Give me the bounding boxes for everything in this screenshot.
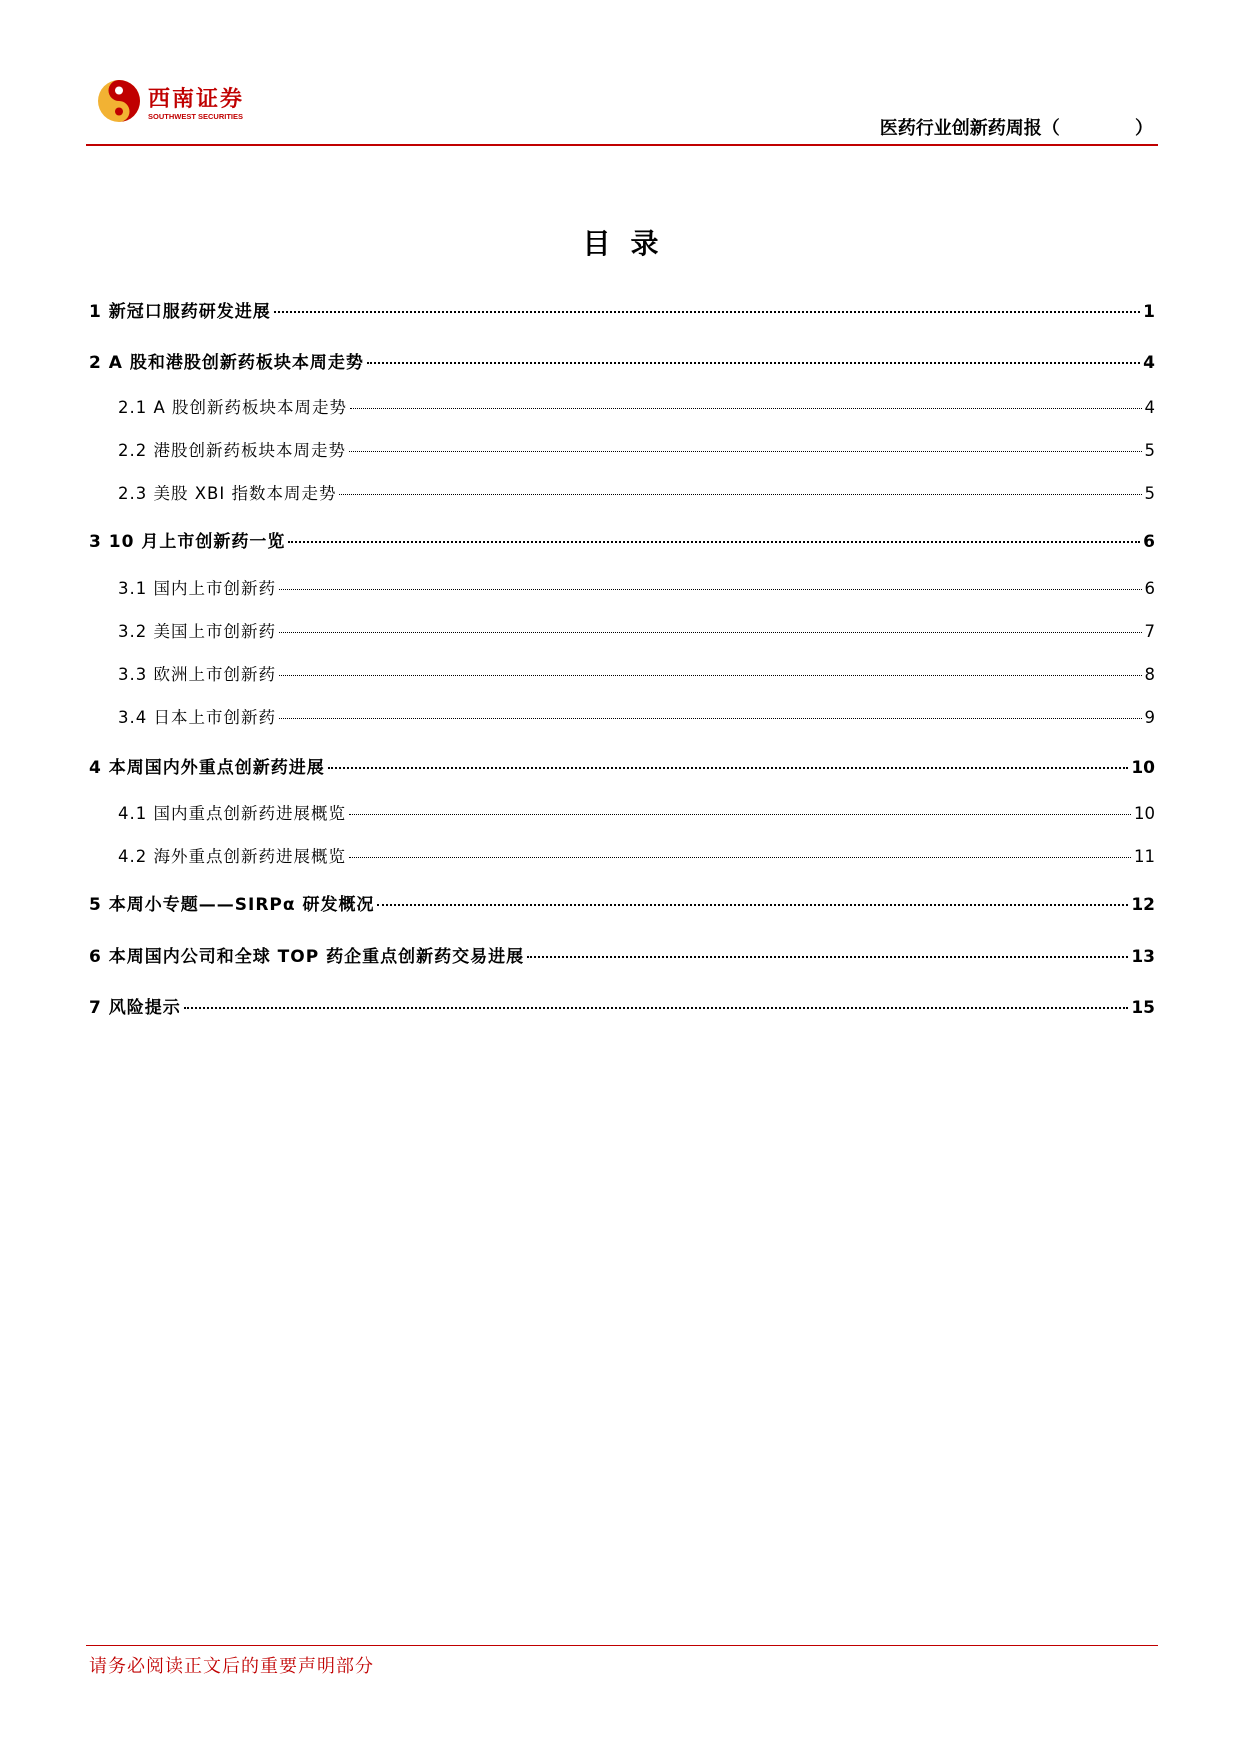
toc-leader-dots <box>349 814 1131 815</box>
toc-leader-dots <box>377 904 1128 906</box>
toc-entry-label[interactable]: 3 10 月上市创新药一览 <box>89 532 286 552</box>
toc-leader-dots <box>349 451 1142 452</box>
toc-entry-label[interactable]: 4 本周国内外重点创新药进展 <box>89 758 325 778</box>
toc-leader-dots <box>288 541 1140 543</box>
header-divider <box>86 144 1158 146</box>
toc-leader-dots <box>339 494 1141 495</box>
toc-entry-page-number[interactable]: 10 <box>1131 758 1155 778</box>
toc-entry-page-number[interactable]: 12 <box>1131 895 1155 915</box>
toc-entry-page-number[interactable]: 4 <box>1144 398 1155 417</box>
toc-leader-dots <box>184 1007 1129 1009</box>
toc-entry-label[interactable]: 3.3 欧洲上市创新药 <box>118 665 276 684</box>
toc-entry[interactable] <box>118 394 1155 418</box>
toc-entry[interactable] <box>118 480 1155 504</box>
toc-entry[interactable] <box>89 348 1155 372</box>
footer-notice: 请务必阅读正文后的重要声明部分 <box>89 1656 374 1677</box>
toc-entry-label[interactable]: 3.4 日本上市创新药 <box>118 708 276 727</box>
toc-entry[interactable] <box>118 661 1155 685</box>
logo-emblem-icon <box>96 78 142 124</box>
toc-leader-dots <box>279 632 1142 633</box>
toc-entry[interactable] <box>118 704 1155 728</box>
toc-entry[interactable] <box>118 800 1155 824</box>
toc-entry-page-number[interactable]: 9 <box>1144 708 1155 727</box>
toc-heading: 目录 <box>582 227 679 260</box>
toc-entry-page-number[interactable]: 4 <box>1143 353 1155 373</box>
toc-leader-dots <box>328 767 1129 769</box>
toc-leader-dots <box>350 408 1141 409</box>
toc-entry-page-number[interactable]: 5 <box>1144 484 1155 503</box>
toc-entry[interactable] <box>89 942 1155 966</box>
toc-leader-dots <box>527 956 1128 958</box>
toc-entry-page-number[interactable]: 8 <box>1144 665 1155 684</box>
logo-chinese-name: 西南证券 <box>148 86 245 112</box>
toc-entry-label[interactable]: 2.2 港股创新药板块本周走势 <box>118 441 346 460</box>
toc-entry-page-number[interactable]: 6 <box>1143 532 1155 552</box>
toc-entry-page-number[interactable]: 1 <box>1143 302 1155 322</box>
toc-entry-label[interactable]: 2.3 美股 XBI 指数本周走势 <box>118 484 337 503</box>
toc-entry-page-number[interactable]: 15 <box>1131 998 1155 1018</box>
toc-leader-dots <box>274 311 1140 313</box>
toc-entry-label[interactable]: 7 风险提示 <box>89 998 181 1018</box>
toc-entry-label[interactable]: 2 A 股和港股创新药板块本周走势 <box>89 353 364 373</box>
toc-entry[interactable] <box>118 437 1155 461</box>
toc-entry-label[interactable]: 4.2 海外重点创新药进展概览 <box>118 847 346 866</box>
toc-entry-label[interactable]: 4.1 国内重点创新药进展概览 <box>118 804 346 823</box>
toc-leader-dots <box>279 589 1142 590</box>
toc-entry[interactable] <box>118 618 1155 642</box>
toc-entry[interactable] <box>89 527 1155 551</box>
toc-entry-page-number[interactable]: 7 <box>1144 622 1155 641</box>
footer-divider <box>86 1645 1158 1646</box>
toc-entry[interactable] <box>118 843 1155 867</box>
toc-leader-dots <box>279 718 1142 719</box>
toc-entry[interactable] <box>118 575 1155 599</box>
toc-entry-label[interactable]: 3.1 国内上市创新药 <box>118 579 276 598</box>
toc-entry-label[interactable]: 6 本周国内公司和全球 TOP 药企重点创新药交易进展 <box>89 947 525 967</box>
toc-entry-page-number[interactable]: 5 <box>1144 441 1155 460</box>
logo-english-name: SOUTHWEST SECURITIES <box>148 112 244 121</box>
toc-entry-page-number[interactable]: 10 <box>1134 804 1155 823</box>
toc-entry-page-number[interactable]: 6 <box>1144 579 1155 598</box>
toc-entry-label[interactable]: 5 本周小专题——SIRPα 研发概况 <box>89 895 375 915</box>
report-title: 医药行业创新药周报（ ） <box>879 118 1153 139</box>
toc-entry[interactable] <box>89 297 1155 321</box>
toc-entry-label[interactable]: 3.2 美国上市创新药 <box>118 622 276 641</box>
toc-entry-page-number[interactable]: 13 <box>1131 947 1155 967</box>
toc-entry-label[interactable]: 2.1 A 股创新药板块本周走势 <box>118 398 348 417</box>
toc-entry-page-number[interactable]: 11 <box>1134 847 1155 866</box>
toc-entry[interactable] <box>89 993 1155 1017</box>
company-logo <box>96 78 256 128</box>
toc-leader-dots <box>367 362 1140 364</box>
toc-entry-label[interactable]: 1 新冠口服药研发进展 <box>89 302 271 322</box>
toc-leader-dots <box>349 857 1131 858</box>
toc-entry[interactable] <box>89 753 1155 777</box>
toc-entry[interactable] <box>89 890 1155 914</box>
toc-leader-dots <box>279 675 1142 676</box>
